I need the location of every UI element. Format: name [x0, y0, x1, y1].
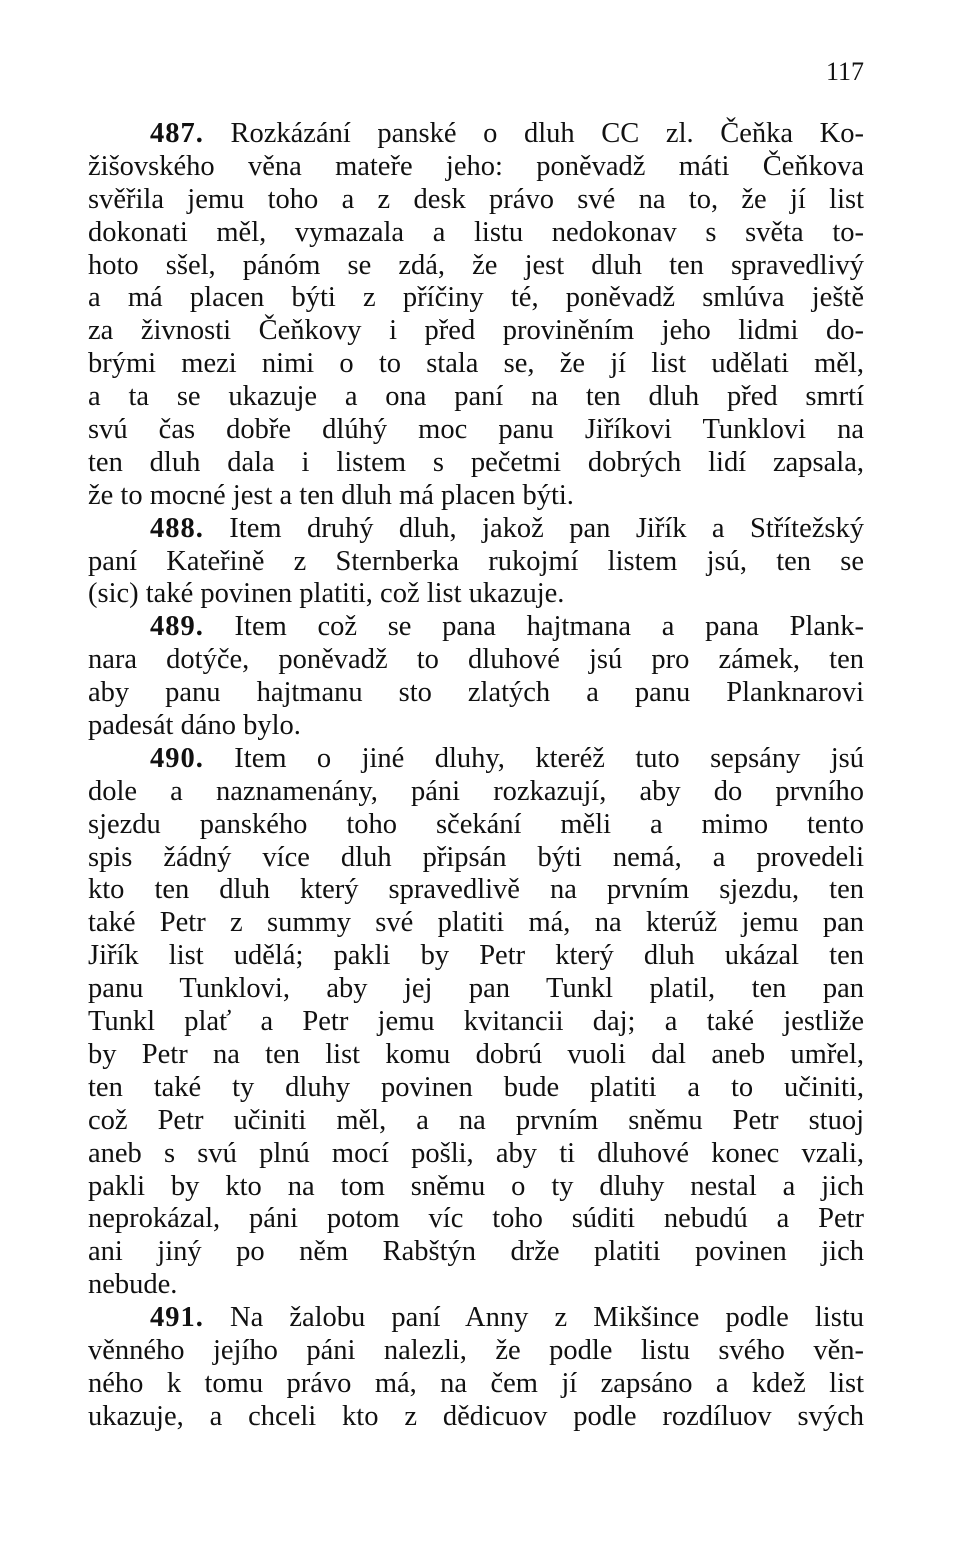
- text-line: padesát dáno bylo.: [88, 710, 301, 742]
- text-line: brými mezi nimi o to stala se, že jí list udělati měl,: [88, 348, 864, 380]
- text-line: ten také ty dluhy povinen bude platiti a to učiniti,: [88, 1071, 864, 1103]
- text-line: což Petr učiniti měl, a na prvním sněmu Petr stuoj: [88, 1104, 864, 1136]
- paragraph-number: 489.: [150, 611, 204, 643]
- text-line: že to mocné jest a ten dluh má placen býti.: [88, 479, 574, 511]
- line-text: Item druhý dluh, jakož pan Jiřík a Střítežský: [203, 512, 864, 544]
- text-line: svú čas dobře dlúhý moc panu Jiříkovi Tunklovi na: [88, 414, 864, 446]
- text-line: a ta se ukazuje a ona paní na ten dluh před smrtí: [88, 381, 864, 413]
- text-line: a má placen býti z příčiny té, poněvadž smlúva ještě: [88, 282, 864, 314]
- line-text: Rozkázání panské o dluh CC zl. Čeňka Ko-: [203, 118, 864, 149]
- line-text: Item o jiné dluhy, kteréž tuto sepsány jsú: [203, 742, 864, 774]
- paragraph-489: [88, 611, 864, 743]
- text-line: sjezdu panského toho sčekání měli a mimo tento: [88, 808, 864, 840]
- paragraph-490: [88, 743, 864, 1302]
- text-line: ukazuje, a chceli kto z dědicuov podle rozdíluov svých: [88, 1400, 864, 1432]
- text-line: [88, 513, 864, 546]
- text-line: dole a naznamenány, páni rozkazují, aby do prvního: [88, 775, 864, 807]
- text-line: panu Tunklovi, aby jej pan Tunkl platil, ten pan: [88, 973, 864, 1005]
- line-text: Item což se pana hajtmana a pana Plank-: [203, 611, 864, 643]
- text-line: aby panu hajtmanu sto zlatých a panu Planknarovi: [88, 677, 864, 709]
- text-line: [88, 611, 864, 644]
- text-line: [88, 1302, 864, 1335]
- paragraph-488: [88, 513, 864, 612]
- paragraph-491: [88, 1302, 864, 1434]
- text-line: spis žádný více dluh připsán býti nemá, a provedeli: [88, 841, 864, 873]
- line-text: Na žalobu paní Anny z Mikšince podle listu: [203, 1302, 864, 1334]
- text-line: [88, 743, 864, 776]
- text-line: žišovského věna mateře jeho: poněvadž máti Čeňkova: [88, 150, 864, 182]
- text-line: svěřila jemu toho a z desk právo své na to, že jí list: [88, 183, 864, 215]
- text-line: nara dotýče, poněvadž to dluhové jsú pro zámek, ten: [88, 644, 864, 676]
- text-line: aneb s svú plnú mocí pošli, aby ti dluhové konec vzali,: [88, 1137, 864, 1169]
- paragraph-number: 491.: [150, 1302, 204, 1334]
- text-line: hoto sšel, pánóm se zdá, že jest dluh ten spravedlivý: [88, 249, 864, 281]
- text-line: nebude.: [88, 1269, 178, 1301]
- page-number: 117: [825, 57, 864, 86]
- paragraph-487: [88, 118, 864, 513]
- text-line: pakli by kto na tom sněmu o ty dluhy nestal a jich: [88, 1170, 864, 1202]
- text-line: [88, 118, 864, 151]
- paragraph-number: 490.: [150, 742, 204, 774]
- text-line: ten dluh dala i listem s pečetmi dobrých lidí zapsala,: [88, 446, 864, 478]
- text-line: Tunkl plať a Petr jemu kvitancii daj; a také jestliže: [88, 1006, 864, 1038]
- text-line: dokonati měl, vymazala a listu nedokonav s světa to-: [88, 216, 864, 248]
- text-line: paní Kateřině z Sternberka rukojmí listem jsú, ten se: [88, 545, 864, 577]
- text-line: neprokázal, páni potom víc toho súditi nebudú a Petr: [88, 1203, 864, 1235]
- text-line: za živnosti Čeňkovy i před proviněním jeho lidmi do-: [88, 315, 864, 347]
- paragraph-number: 488.: [150, 512, 204, 544]
- text-line: (sic) také povinen platiti, což list ukazuje.: [88, 578, 565, 610]
- text-line: ného k tomu právo má, na čem jí zapsáno a kdež list: [88, 1367, 864, 1399]
- text-line: také Petr z summy své platiti má, na kterúž jemu pan: [88, 907, 864, 939]
- text-line: ani jiný po něm Rabštýn drže platiti povinen jich: [88, 1236, 864, 1268]
- text-line: by Petr na ten list komu dobrú vuoli dal aneb umřel,: [88, 1038, 864, 1070]
- paragraph-number: 487.: [150, 118, 204, 149]
- text-line: věnného jejího páni nalezli, že podle listu svého věn-: [88, 1334, 864, 1366]
- text-line: kto ten dluh který spravedlivě na prvním sjezdu, ten: [88, 874, 864, 906]
- text-column: [88, 118, 864, 1434]
- text-line: Jiřík list udělá; pakli by Petr který dluh ukázal ten: [88, 940, 864, 972]
